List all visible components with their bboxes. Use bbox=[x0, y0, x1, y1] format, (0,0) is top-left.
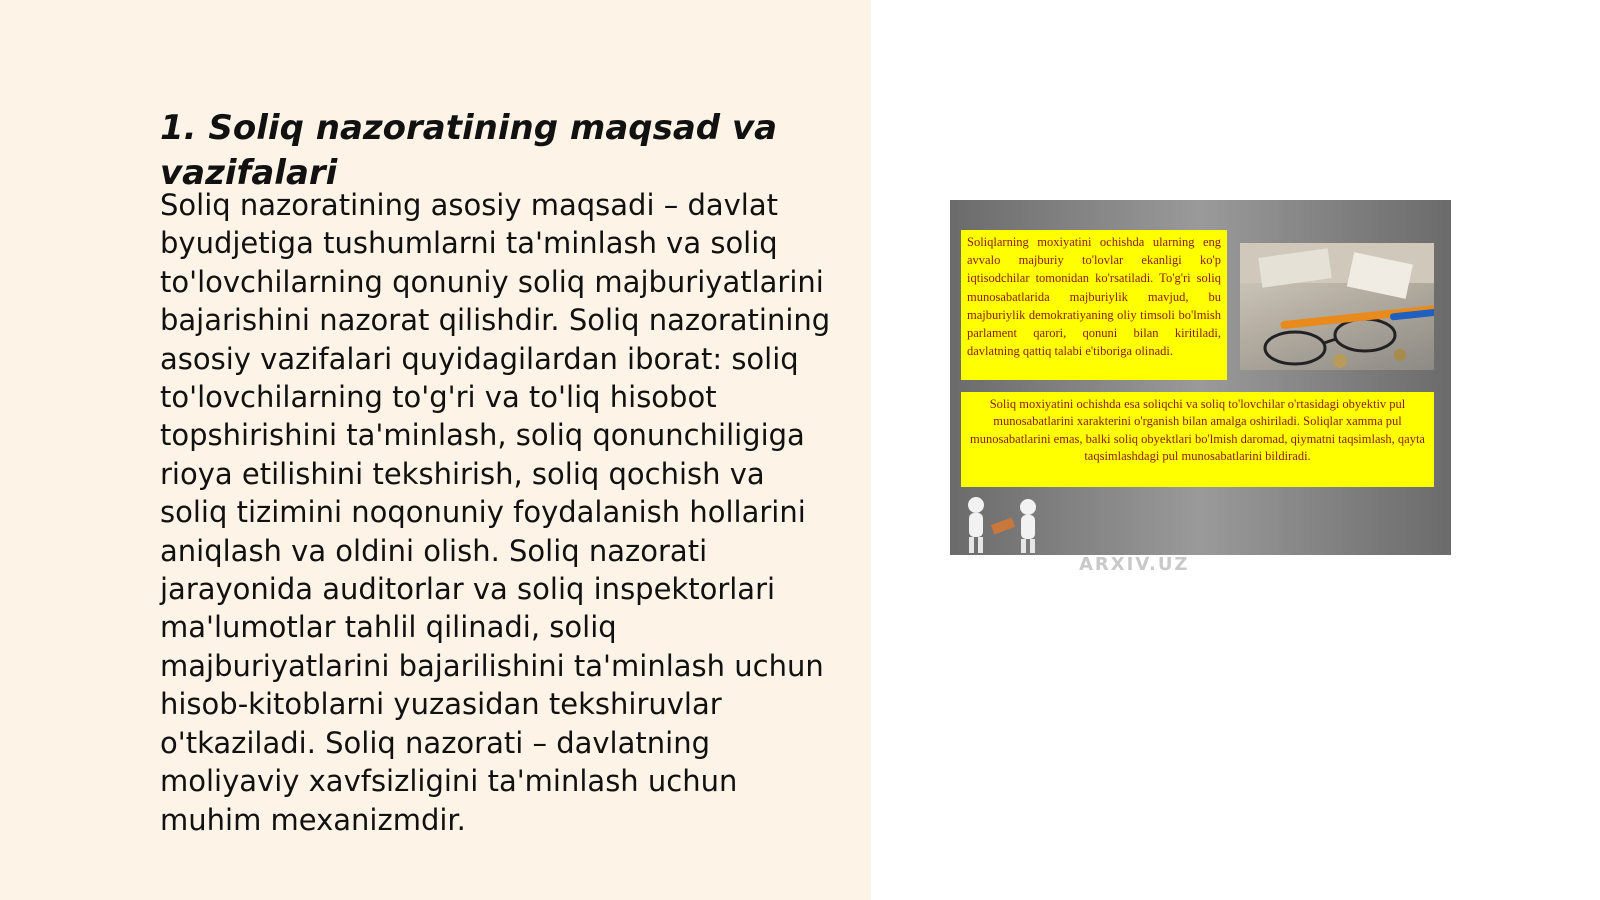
slide-body-text: Soliq nazoratining asosiy maqsadi – davlat byudjetiga tushumlarni ta'minlash va soliq to'lovchilarning qonuniy soliq majburiyatlarini bajarishini nazorat qilishdir. Soliq nazoratining asosiy vazifalari quyidagilardan iborat: soliq to'lovchilarning to'g'ri va to'liq hisobot topshirishini ta'minlash, soliq qonunchiligiga rioya etilishini tekshirish, soliq qochish va soliq tizimini noqonuniy foydalanish hollarini aniqlash va oldini olish. Soliq nazorati jarayonida auditorlar va soliq inspektorlari ma'lumotlar tahlil qilinadi, soliq majburiyatlarini bajarilishini ta'minlash uchun hisob-kitoblarni yuzasidan tekshiruvlar o'tkaziladi. Soliq nazorati – davlatning moliyaviy xavfsizligini ta'minlash uchun muhim mexanizmdir. bbox=[160, 188, 831, 837]
slide-title: 1. Soliq nazoratining maqsad va vazifalari bbox=[160, 108, 778, 193]
slide-text-box-bottom: Soliq moxiyatini ochishda esa soliqchi va soliq to'lovchilar o'rtasidagi obyektiv pul munosabatlarini xarakterini o'rganish bilan amalga oshiriladi. Soliqlar xamma pul munosabatlarini emas, balki soliq obyektlari bo'lmish daromad, qiymatni taqsimlash, qayta taqsimlashdagi pul munosabatlarini bildiradi. bbox=[961, 392, 1434, 487]
watermark-text: ARXIV.UZ bbox=[1079, 554, 1190, 575]
slide-image bbox=[950, 200, 1451, 555]
glasses-icon bbox=[1240, 243, 1434, 370]
glasses-pen-photo bbox=[1240, 243, 1434, 370]
slide-text-box-top: Soliqlarning moxiyatini ochishda ularning eng avvalo majburiy to'lovlar ekanligi ko'p iqtisodchilar tomonidan ko'rsatiladi. To'g'ri soliq munosabatlarida majburiylik mavjud, bu majburiylik demokratiyaning oliy timsoli bo'lmish parlament qarori, qonuni bilan kiritiladi, davlatning qattiq talabi e'tiboriga olinadi. bbox=[961, 230, 1227, 380]
people-figures-icon bbox=[958, 495, 1048, 555]
